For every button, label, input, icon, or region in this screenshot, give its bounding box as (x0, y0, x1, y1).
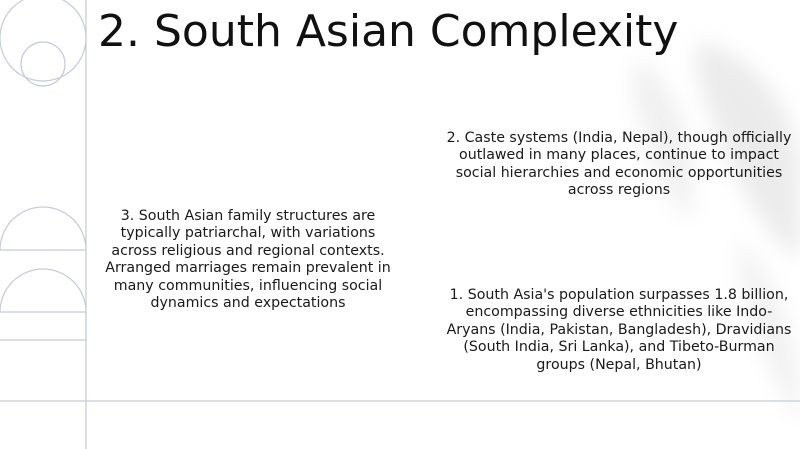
point-1-text: 1. South Asia's population surpasses 1.8 billion, encompassing diverse ethnicities like Indo-Aryans (India, Pakistan, Bangladesh), Dravidians (South India, Sri Lanka), and Tibeto-Burman groups (Nepal, Bhutan) (446, 287, 792, 373)
point-2-text: 2. Caste systems (India, Nepal), though officially outlawed in many places, continue to impact social hierarchies and economic opportunities across regions (446, 130, 792, 199)
point-3-text: 3. South Asian family structures are typically patriarchal, with variations across religious and regional contexts. Arranged marriages remain prevalent in many communities, influencing social dynamics and expectations (105, 208, 391, 312)
slide-title: 2. South Asian Complexity (98, 6, 679, 57)
